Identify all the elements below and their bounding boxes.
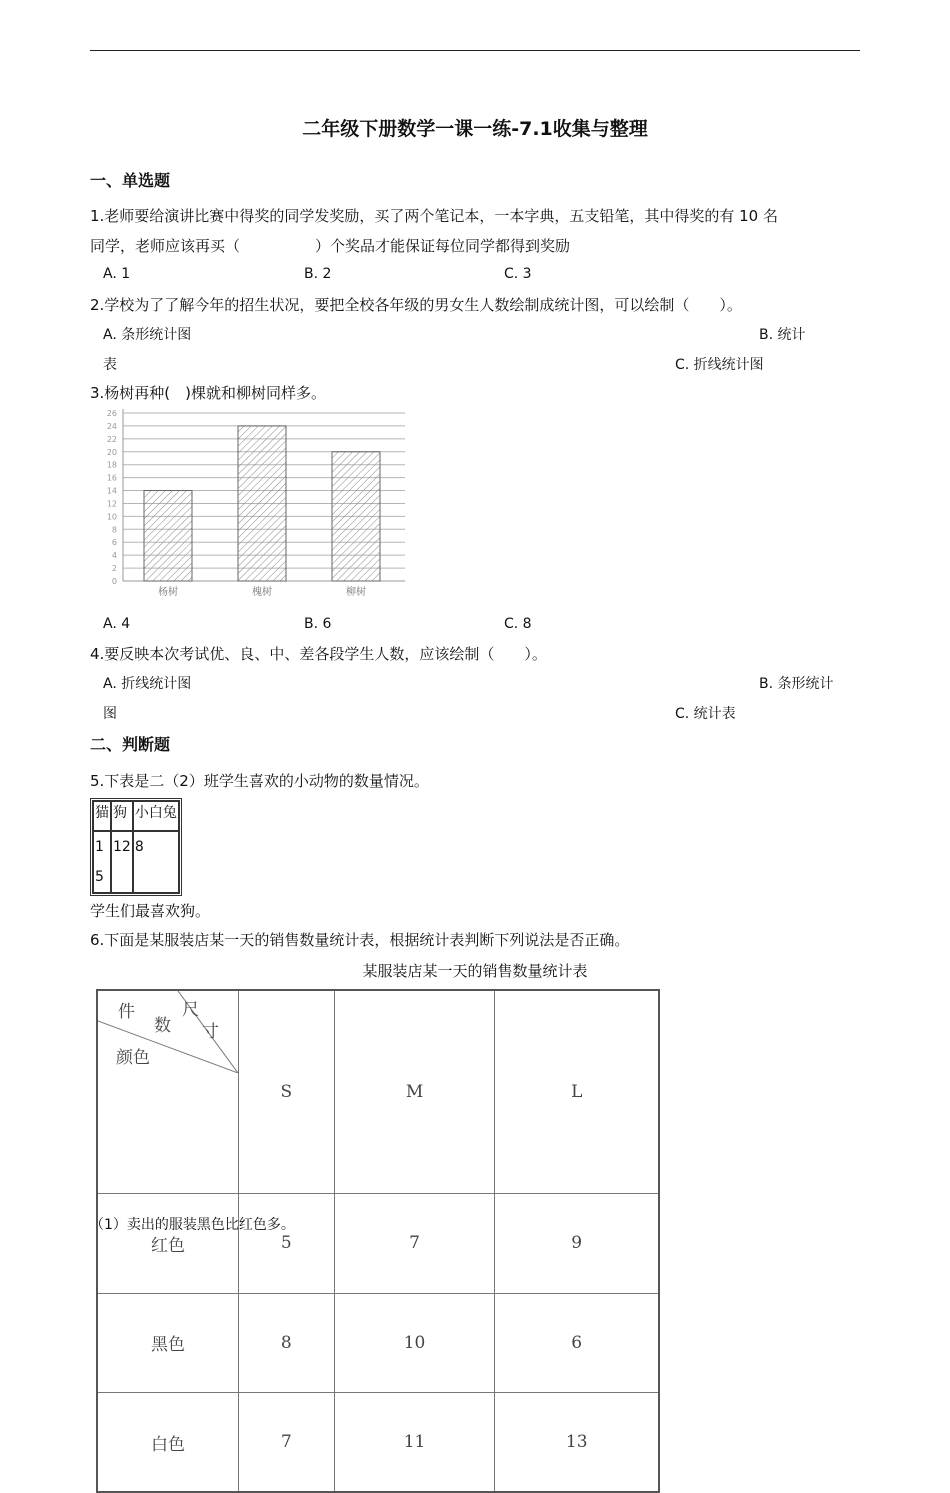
question-4-option-b[interactable]: B. 条形统计: [759, 676, 834, 692]
sales-cell: 6: [495, 1293, 659, 1392]
question-6-sub-1: （1）卖出的服装黑色比红色多。: [90, 1217, 295, 1233]
y-tick-label-10: 10: [106, 512, 117, 522]
sales-column-s: S: [239, 990, 335, 1194]
animal-header-dog: 狗: [111, 801, 133, 831]
sales-row-label: 黑色: [97, 1293, 239, 1392]
question-1-line-1: 1.老师要给演讲比赛中得奖的同学发奖励，买了两个笔记本，一本字典，五支铅笔，其中得奖的有 10 名: [90, 207, 778, 225]
x-tick-label-杨树: 杨树: [158, 587, 178, 598]
y-tick-label-18: 18: [106, 460, 117, 470]
y-tick-label-12: 12: [106, 499, 117, 509]
y-tick-label-24: 24: [106, 421, 117, 431]
corner-label-jian: 件: [118, 1002, 135, 1022]
question-5-statement: 学生们最喜欢狗。: [90, 902, 211, 920]
y-tick-label-26: 26: [106, 409, 117, 418]
question-4-option-a[interactable]: A. 折线统计图: [103, 676, 192, 692]
bar-杨树: [144, 491, 192, 581]
cat-count-digit-2: 5: [95, 869, 104, 885]
question-3-text: 3.杨树再种( )棵就和柳树同样多。: [90, 384, 327, 402]
animal-table-count-row: [93, 831, 179, 893]
sales-cell: 8: [239, 1293, 335, 1392]
corner-label-chi: 尺: [182, 1000, 199, 1020]
sales-row-red: [97, 1194, 659, 1293]
y-tick-label-14: 14: [106, 486, 117, 496]
section-heading-single-choice: 一、单选题: [90, 171, 171, 190]
corner-label-shu: 数: [154, 1016, 171, 1036]
sales-cell: 7: [334, 1194, 495, 1293]
question-3-option-c[interactable]: C. 8: [504, 616, 532, 632]
question-2-option-b[interactable]: B. 统计: [759, 327, 806, 343]
question-6-text: 6.下面是某服装店某一天的销售数量统计表，根据统计表判断下列说法是否正确。: [90, 931, 630, 949]
sales-row-label: 白色: [97, 1393, 239, 1492]
y-tick-label-16: 16: [106, 473, 117, 483]
sales-corner-cell: [97, 990, 239, 1194]
animal-count-rabbit: 8: [133, 831, 179, 893]
y-tick-label-22: 22: [106, 434, 117, 444]
animal-header-cat: 猫: [93, 801, 111, 831]
sales-row-label: 红色: [97, 1194, 239, 1293]
question-1-line-2: 同学，老师应该再买（ ）个奖品才能保证每位同学都得到奖励: [90, 237, 571, 255]
top-rule: [90, 50, 860, 51]
sales-table: [96, 989, 660, 1493]
x-tick-label-槐树: 槐树: [252, 587, 272, 598]
sales-cell: 11: [334, 1393, 495, 1492]
question-1-option-a[interactable]: A. 1: [103, 266, 131, 282]
question-4-text: 4.要反映本次考试优、良、中、差各段学生人数，应该绘制（ ）。: [90, 645, 547, 663]
sales-header-row: [97, 990, 659, 1194]
bar-柳树: [332, 452, 380, 581]
y-tick-label-2: 2: [111, 564, 117, 574]
question-1-option-c[interactable]: C. 3: [504, 266, 532, 282]
x-tick-label-柳树: 柳树: [346, 587, 366, 598]
question-2-text: 2.学校为了了解今年的招生状况，要把全校各年级的男女生人数绘制成统计图，可以绘制（ ）。: [90, 296, 742, 314]
animal-count-dog: 12: [111, 831, 133, 893]
sales-cell: 10: [334, 1293, 495, 1392]
sales-table-title: 某服装店某一天的销售数量统计表: [362, 962, 588, 980]
sales-row-white: [97, 1393, 659, 1492]
y-tick-label-20: 20: [106, 447, 117, 457]
sales-cell: 9: [495, 1194, 659, 1293]
sales-cell: 7: [239, 1393, 335, 1492]
question-2-option-b-wrap: 表: [103, 357, 117, 373]
bar-槐树: [238, 426, 286, 581]
question-2-option-a[interactable]: A. 条形统计图: [103, 327, 192, 343]
question-3-option-b[interactable]: B. 6: [304, 616, 332, 632]
sales-row-black: [97, 1293, 659, 1392]
y-tick-label-6: 6: [111, 538, 117, 548]
question-1-option-b[interactable]: B. 2: [304, 266, 332, 282]
tree-bar-chart: [95, 405, 415, 605]
question-2-option-c[interactable]: C. 折线统计图: [675, 357, 764, 373]
animal-preference-table: [90, 798, 182, 896]
animal-table-header-row: [93, 801, 179, 831]
animal-header-rabbit: 小白兔: [133, 801, 179, 831]
section-heading-true-false: 二、判断题: [90, 735, 171, 754]
corner-label-cun: 寸: [202, 1022, 219, 1042]
question-4-option-c[interactable]: C. 统计表: [675, 706, 736, 722]
y-tick-label-4: 4: [111, 551, 117, 561]
question-3-option-a[interactable]: A. 4: [103, 616, 131, 632]
sales-cell: 13: [495, 1393, 659, 1492]
corner-label-color: 颜色: [116, 1048, 150, 1068]
cat-count-digit-1: 1: [95, 839, 104, 855]
question-4-option-b-wrap: 图: [103, 706, 117, 722]
question-5-text: 5.下表是二（2）班学生喜欢的小动物的数量情况。: [90, 772, 429, 790]
animal-count-cat: [93, 831, 111, 893]
sales-column-l: L: [495, 990, 659, 1194]
sales-cell: 5: [239, 1194, 335, 1293]
page-title: 二年级下册数学一课一练-7.1收集与整理: [302, 118, 648, 140]
y-tick-label-0: 0: [111, 577, 117, 586]
sales-column-m: M: [334, 990, 495, 1194]
y-tick-label-8: 8: [111, 525, 117, 535]
